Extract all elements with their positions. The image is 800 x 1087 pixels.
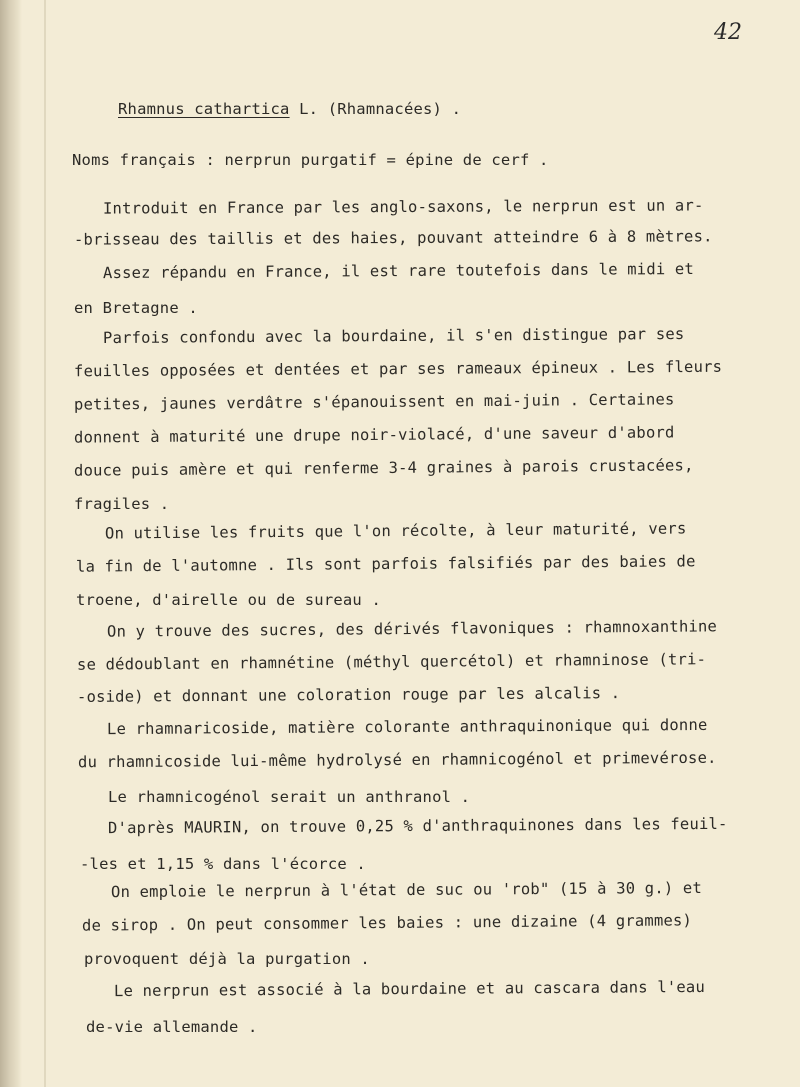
handwritten-page-number: 42 bbox=[714, 20, 742, 45]
text-line: Parfois confondu avec la bourdaine, il s'en distingue par ses bbox=[102, 324, 685, 348]
text-line: se dédoublant en rhamnétine (méthyl quercétol) et rhamninose (tri- bbox=[76, 650, 707, 674]
text-line: fragiles . bbox=[74, 495, 170, 513]
text-line: feuilles opposées et dentées et par ses rameaux épineux . Les fleurs bbox=[73, 357, 723, 381]
text-line: provoquent déjà la purgation . bbox=[84, 950, 370, 968]
text-line: D'après MAURIN, on trouve 0,25 % d'anthraquinones dans les feuil- bbox=[107, 814, 728, 838]
text-line: Le nerprun est associé à la bourdaine et au cascara dans l'eau bbox=[113, 977, 706, 1001]
text-line: petites, jaunes verdâtre s'épanouissent en mai-juin . Certaines bbox=[73, 390, 675, 414]
page-binding-shadow bbox=[0, 0, 22, 1087]
text-line: de-vie allemande . bbox=[86, 1018, 258, 1036]
text-line: troene, d'airelle ou de sureau . bbox=[76, 591, 382, 609]
text-line: Le rhamnicogénol serait un anthranol . bbox=[108, 788, 471, 806]
text-line: -les et 1,15 % dans l'écorce . bbox=[80, 855, 366, 873]
text-line: -brisseau des taillis et des haies, pouvant atteindre 6 à 8 mètres. bbox=[73, 227, 713, 249]
text-line: de sirop . On peut consommer les baies : une dizaine (4 grammes) bbox=[81, 911, 693, 935]
text-line: donnent à maturité une drupe noir-violacé, d'une saveur d'abord bbox=[73, 423, 675, 447]
text-line: On emploie le nerprun à l'état de suc ou 'rob" (15 à 30 g.) et bbox=[110, 878, 703, 902]
text-line: -oside) et donnant une coloration rouge par les alcalis . bbox=[76, 684, 621, 706]
text-line: On utilise les fruits que l'on récolte, à leur maturité, vers bbox=[104, 519, 687, 543]
text-line: On y trouve des sucres, des dérivés flavoniques : rhamnoxanthine bbox=[106, 617, 718, 641]
text-line: du rhamnicoside lui-même hydrolysé en rhamnicogénol et primevérose. bbox=[77, 748, 717, 772]
text-line: douce puis amère et qui renferme 3-4 graines à parois crustacées, bbox=[73, 456, 694, 480]
text-line: Le rhamnaricoside, matière colorante anthraquinonique qui donne bbox=[106, 715, 708, 739]
page-fold-line bbox=[44, 0, 46, 1087]
text-line: en Bretagne . bbox=[74, 299, 198, 317]
text-line: la fin de l'automne . Ils sont parfois falsifiés par des baies de bbox=[75, 552, 696, 576]
text-line: Assez répandu en France, il est rare toutefois dans le midi et bbox=[102, 259, 695, 283]
page-title bbox=[118, 100, 461, 118]
title-family: L. (Rhamnacées) . bbox=[289, 100, 462, 118]
common-names: Noms français : nerprun purgatif = épine de cerf . bbox=[72, 151, 549, 169]
species-name: Rhamnus cathartica bbox=[118, 100, 290, 118]
text-line: Introduit en France par les anglo-saxons, le nerprun est un ar- bbox=[102, 196, 704, 218]
